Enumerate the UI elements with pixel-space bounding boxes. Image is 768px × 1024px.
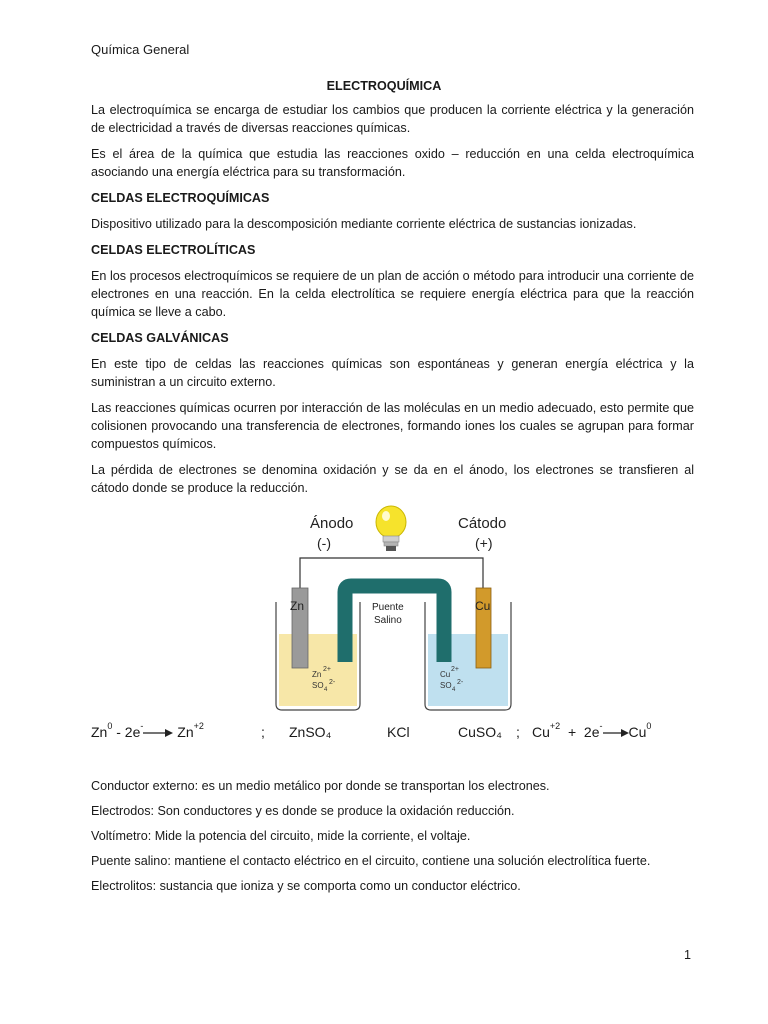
- zinc-ion: Zn: [312, 670, 322, 679]
- eq-cu0: Cu: [628, 724, 647, 740]
- eq-2e-sup: -: [599, 721, 603, 731]
- sulfate-ion-right: SO: [440, 681, 452, 690]
- definition-electrolitos: Electrolitos: sustancia que ioniza y se comporta como un conductor eléctrico.: [91, 879, 521, 893]
- eq-sep-1: ;: [261, 724, 265, 740]
- salt-bridge-label-2: Salino: [374, 615, 402, 626]
- eq-zn0: Zn: [91, 724, 108, 740]
- definition-electrodos: Electrodos: Son conductores y es donde se produce la oxidación reducción.: [91, 804, 515, 818]
- eq-cuso4: CuSO₄: [458, 724, 502, 740]
- eq-2e: 2e: [583, 724, 600, 740]
- light-bulb-icon: [376, 506, 406, 551]
- copper-ion-charge: 2+: [451, 666, 459, 673]
- eq-zn2-sup: +2: [193, 721, 204, 731]
- page-number: 1: [684, 948, 692, 962]
- paragraph-perdida: La pérdida de electrones se denomina oxidación y se da en el ánodo, los electrones se transfieren al cátodo donde se produce la reducción.: [91, 463, 694, 495]
- copper-electrode-label: Cu: [475, 599, 491, 613]
- equation-zn-oxidation: [91, 721, 204, 740]
- eq-znso4: ZnSO₄: [289, 724, 332, 740]
- heading-celdas-electroliticas: CELDAS ELECTROLÍTICAS: [91, 243, 256, 257]
- sulfate-ion-right-charge: 2-: [457, 679, 464, 686]
- eq-zn0-sup: 0: [107, 721, 113, 731]
- sulfate-ion-right-sub: 4: [452, 687, 456, 693]
- arrow-right-icon: [143, 728, 173, 738]
- salt-bridge-label-1: Puente: [372, 602, 404, 613]
- eq-e-sup: -: [140, 721, 144, 731]
- paragraph-procesos: En los procesos electroquímicos se requiere de un plan de acción o método para introducir una corriente de electrones en una reacción. En la celda electrolítica se requiere energía eléctrica para que la reacción química se lleve a cabo.: [91, 269, 694, 319]
- paragraph-dispositivo: Dispositivo utilizado para la descomposición mediante corriente eléctrica de sustancias ionizadas.: [91, 217, 637, 231]
- definition-voltimetro: Voltímetro: Mide la potencia del circuito, mide la corriente, el voltaje.: [91, 829, 471, 843]
- main-content: [91, 101, 694, 505]
- page-header: Química General: [91, 42, 190, 57]
- eq-minus-2e: - 2e: [112, 724, 141, 740]
- definition-conductor-externo: Conductor externo: es un medio metálico por donde se transportan los electrones.: [91, 779, 550, 793]
- equation-cu-reduction: [532, 721, 652, 740]
- eq-cu0-sup: 0: [646, 721, 652, 731]
- page-title: ELECTROQUÍMICA: [326, 79, 442, 93]
- galvanic-cell-diagram: [270, 502, 530, 714]
- copper-ion: Cu: [440, 670, 451, 679]
- paragraph-area: Es el área de la química que estudia las reacciones oxido – reducción en una celda electroquímica asociando una energía eléctrica para su transformación.: [91, 147, 694, 179]
- heading-celdas-galvanicas: CELDAS GALVÁNICAS: [91, 331, 229, 345]
- anode-label: Ánodo: [310, 515, 354, 532]
- sulfate-ion-left: SO: [312, 681, 324, 690]
- anode-sign: (-): [317, 535, 331, 551]
- eq-kcl: KCl: [387, 724, 410, 740]
- eq-zn2: Zn: [177, 724, 194, 740]
- arrow-right-icon: [603, 728, 629, 738]
- redox-equation: [91, 721, 694, 746]
- eq-cu2: Cu: [532, 724, 550, 740]
- eq-plus: +: [567, 724, 577, 740]
- eq-sep-2: ;: [516, 724, 520, 740]
- paragraph-interaccion: Las reacciones químicas ocurren por interacción de las moléculas en un medio adecuado, esto permite que colisionen provocando una transferencia de electrones, formando iones los cuales se agrupan para formar compuestos químicos.: [91, 401, 694, 451]
- definition-puente-salino: Puente salino: mantiene el contacto eléctrico en el circuito, contiene una solución electrolítica fuerte.: [91, 854, 651, 868]
- paragraph-espontaneas: En este tipo de celdas las reacciones químicas son espontáneas y generan energía eléctrica y la suministran a un circuito externo.: [91, 357, 694, 389]
- sulfate-ion-left-charge: 2-: [329, 679, 336, 686]
- zinc-electrode-label: Zn: [290, 599, 305, 613]
- eq-cu2-sup: +2: [549, 721, 561, 731]
- sulfate-ion-left-sub: 4: [324, 687, 328, 693]
- paragraph-intro: La electroquímica se encarga de estudiar los cambios que producen la corriente eléctrica y la generación de electricidad a través de diversas reacciones químicas.: [91, 103, 694, 135]
- definitions-list: [91, 777, 694, 902]
- zinc-ion-charge: 2+: [323, 666, 331, 673]
- cathode-sign: (+): [475, 535, 493, 551]
- cathode-label: Cátodo: [458, 515, 507, 532]
- heading-celdas-electroquimicas: CELDAS ELECTROQUÍMICAS: [91, 191, 270, 205]
